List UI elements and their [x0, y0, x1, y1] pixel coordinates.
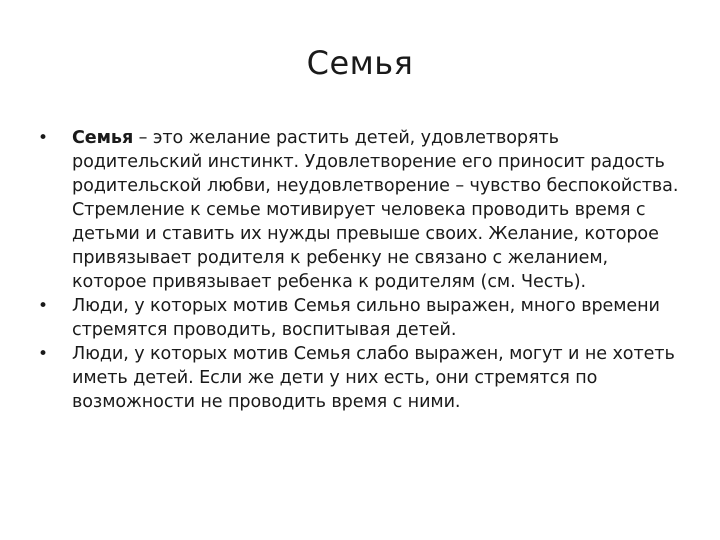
- bullet-text: – это желание растить детей, удовлетворять родительский инстинкт. Удовлетворение его приносит радость родительской любви, неудовлетворение – чувство беспокойства. Стремление к семье мотивирует человека проводить время с детьми и ставить их нужды превыше своих. Желание, которое привязывает родителя к ребенку не связано с желанием, которое привязывает ребенка к родителям (см. Честь).: [72, 128, 679, 292]
- bullet-dot-icon: •: [38, 128, 48, 148]
- bullet-text: Люди, у которых мотив Семья слабо выражен, могут и не хотеть иметь детей. Если же дети у них есть, они стремятся по возможности не проводить время с ними.: [72, 344, 675, 412]
- bullet-term: Семья: [72, 128, 134, 148]
- bullet-list: [36, 126, 686, 414]
- slide-title: Семья: [306, 44, 414, 82]
- bullet-dot-icon: •: [38, 296, 48, 316]
- bullet-item-definition: [36, 126, 686, 294]
- bullet-dot-icon: •: [38, 344, 48, 364]
- bullet-item-weak-motive: [36, 342, 686, 414]
- bullet-text: Люди, у которых мотив Семья сильно выражен, много времени стремятся проводить, воспитывая детей.: [72, 296, 660, 340]
- bullet-item-strong-motive: [36, 294, 686, 342]
